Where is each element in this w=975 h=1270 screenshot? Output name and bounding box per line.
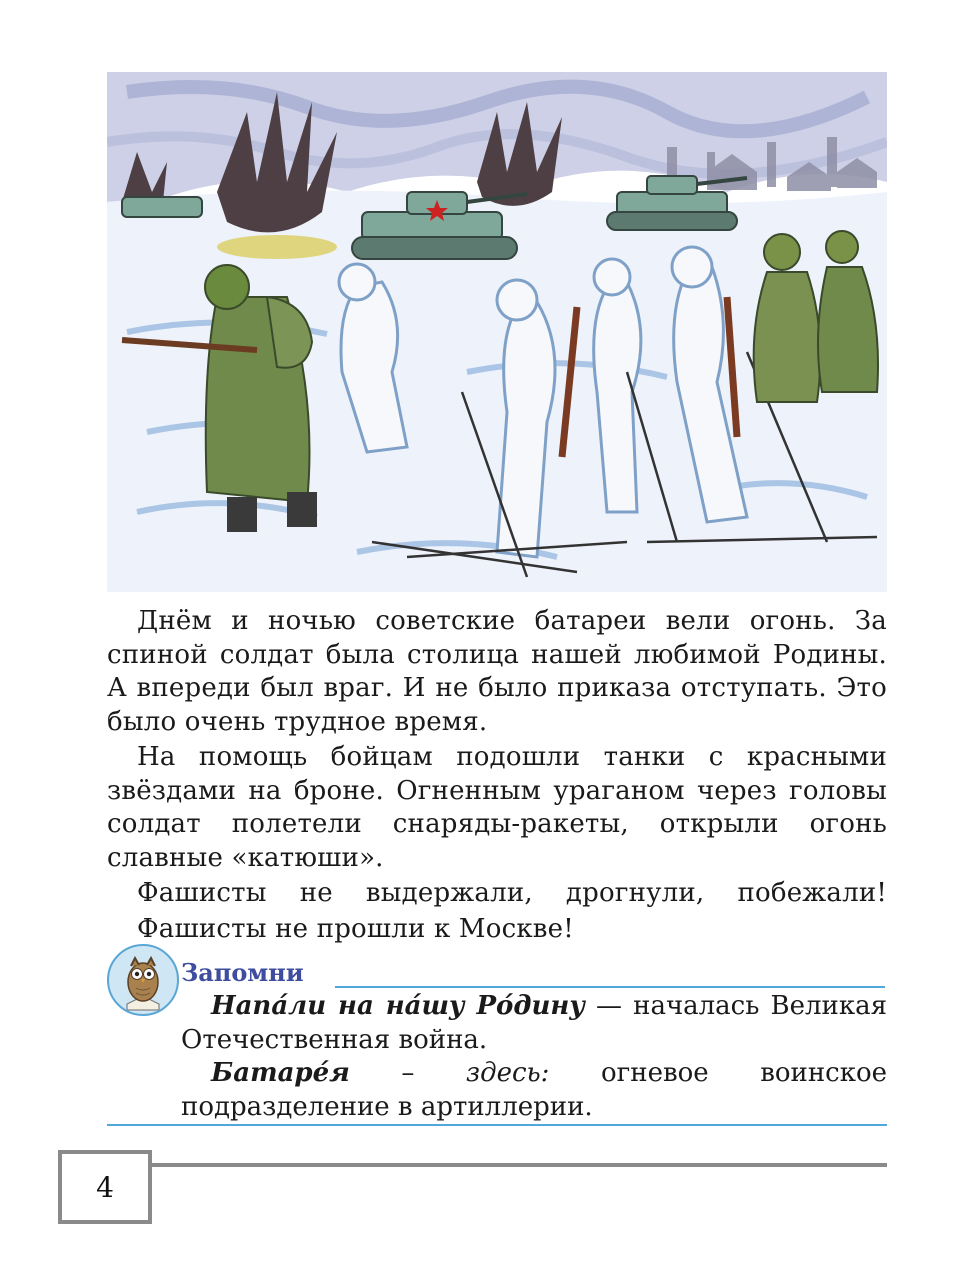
owl-reading-book-icon — [107, 944, 179, 1016]
dash: – — [349, 1058, 466, 1088]
war-illustration — [107, 72, 887, 592]
remember-divider — [335, 986, 885, 988]
paragraph-3: Фашисты не выдержали, дрогнули, побежали! — [137, 878, 887, 908]
term-batareya: Батаре́я — [211, 1058, 350, 1088]
remember-title: Запомни — [181, 958, 304, 987]
remember-box — [107, 944, 887, 1134]
definition-napali: — началась Великая Отечественная война. — [181, 991, 887, 1055]
paragraph-1: Днём и ночью советские батареи вели огонь. За спиной солдат была столица нашей любимой Родины. А впереди был враг. И не было приказа отступать. Это было очень трудное время. — [107, 606, 887, 737]
remember-bottom-divider — [107, 1124, 887, 1126]
term-napali: Напа́ли на на́шу Ро́дину — [211, 991, 585, 1021]
remember-item-2 — [181, 1057, 887, 1124]
page-number: 4 — [58, 1150, 152, 1224]
remember-item-1 — [181, 990, 887, 1057]
remember-body — [181, 990, 887, 1124]
definition-batareya: огневое воинское подразделение в артиллерии. — [181, 1058, 887, 1122]
paragraph-2: На помощь бойцам подошли танки с красными звёздами на броне. Огненным ураганом через головы солдат полетели снаряды-ракеты, открыли огонь славные «катюши». — [107, 742, 887, 873]
note-zdes: здесь: — [465, 1058, 550, 1088]
main-text — [107, 605, 887, 948]
footer-rule — [148, 1163, 887, 1167]
paragraph-4: Фашисты не прошли к Москве! — [137, 913, 574, 944]
